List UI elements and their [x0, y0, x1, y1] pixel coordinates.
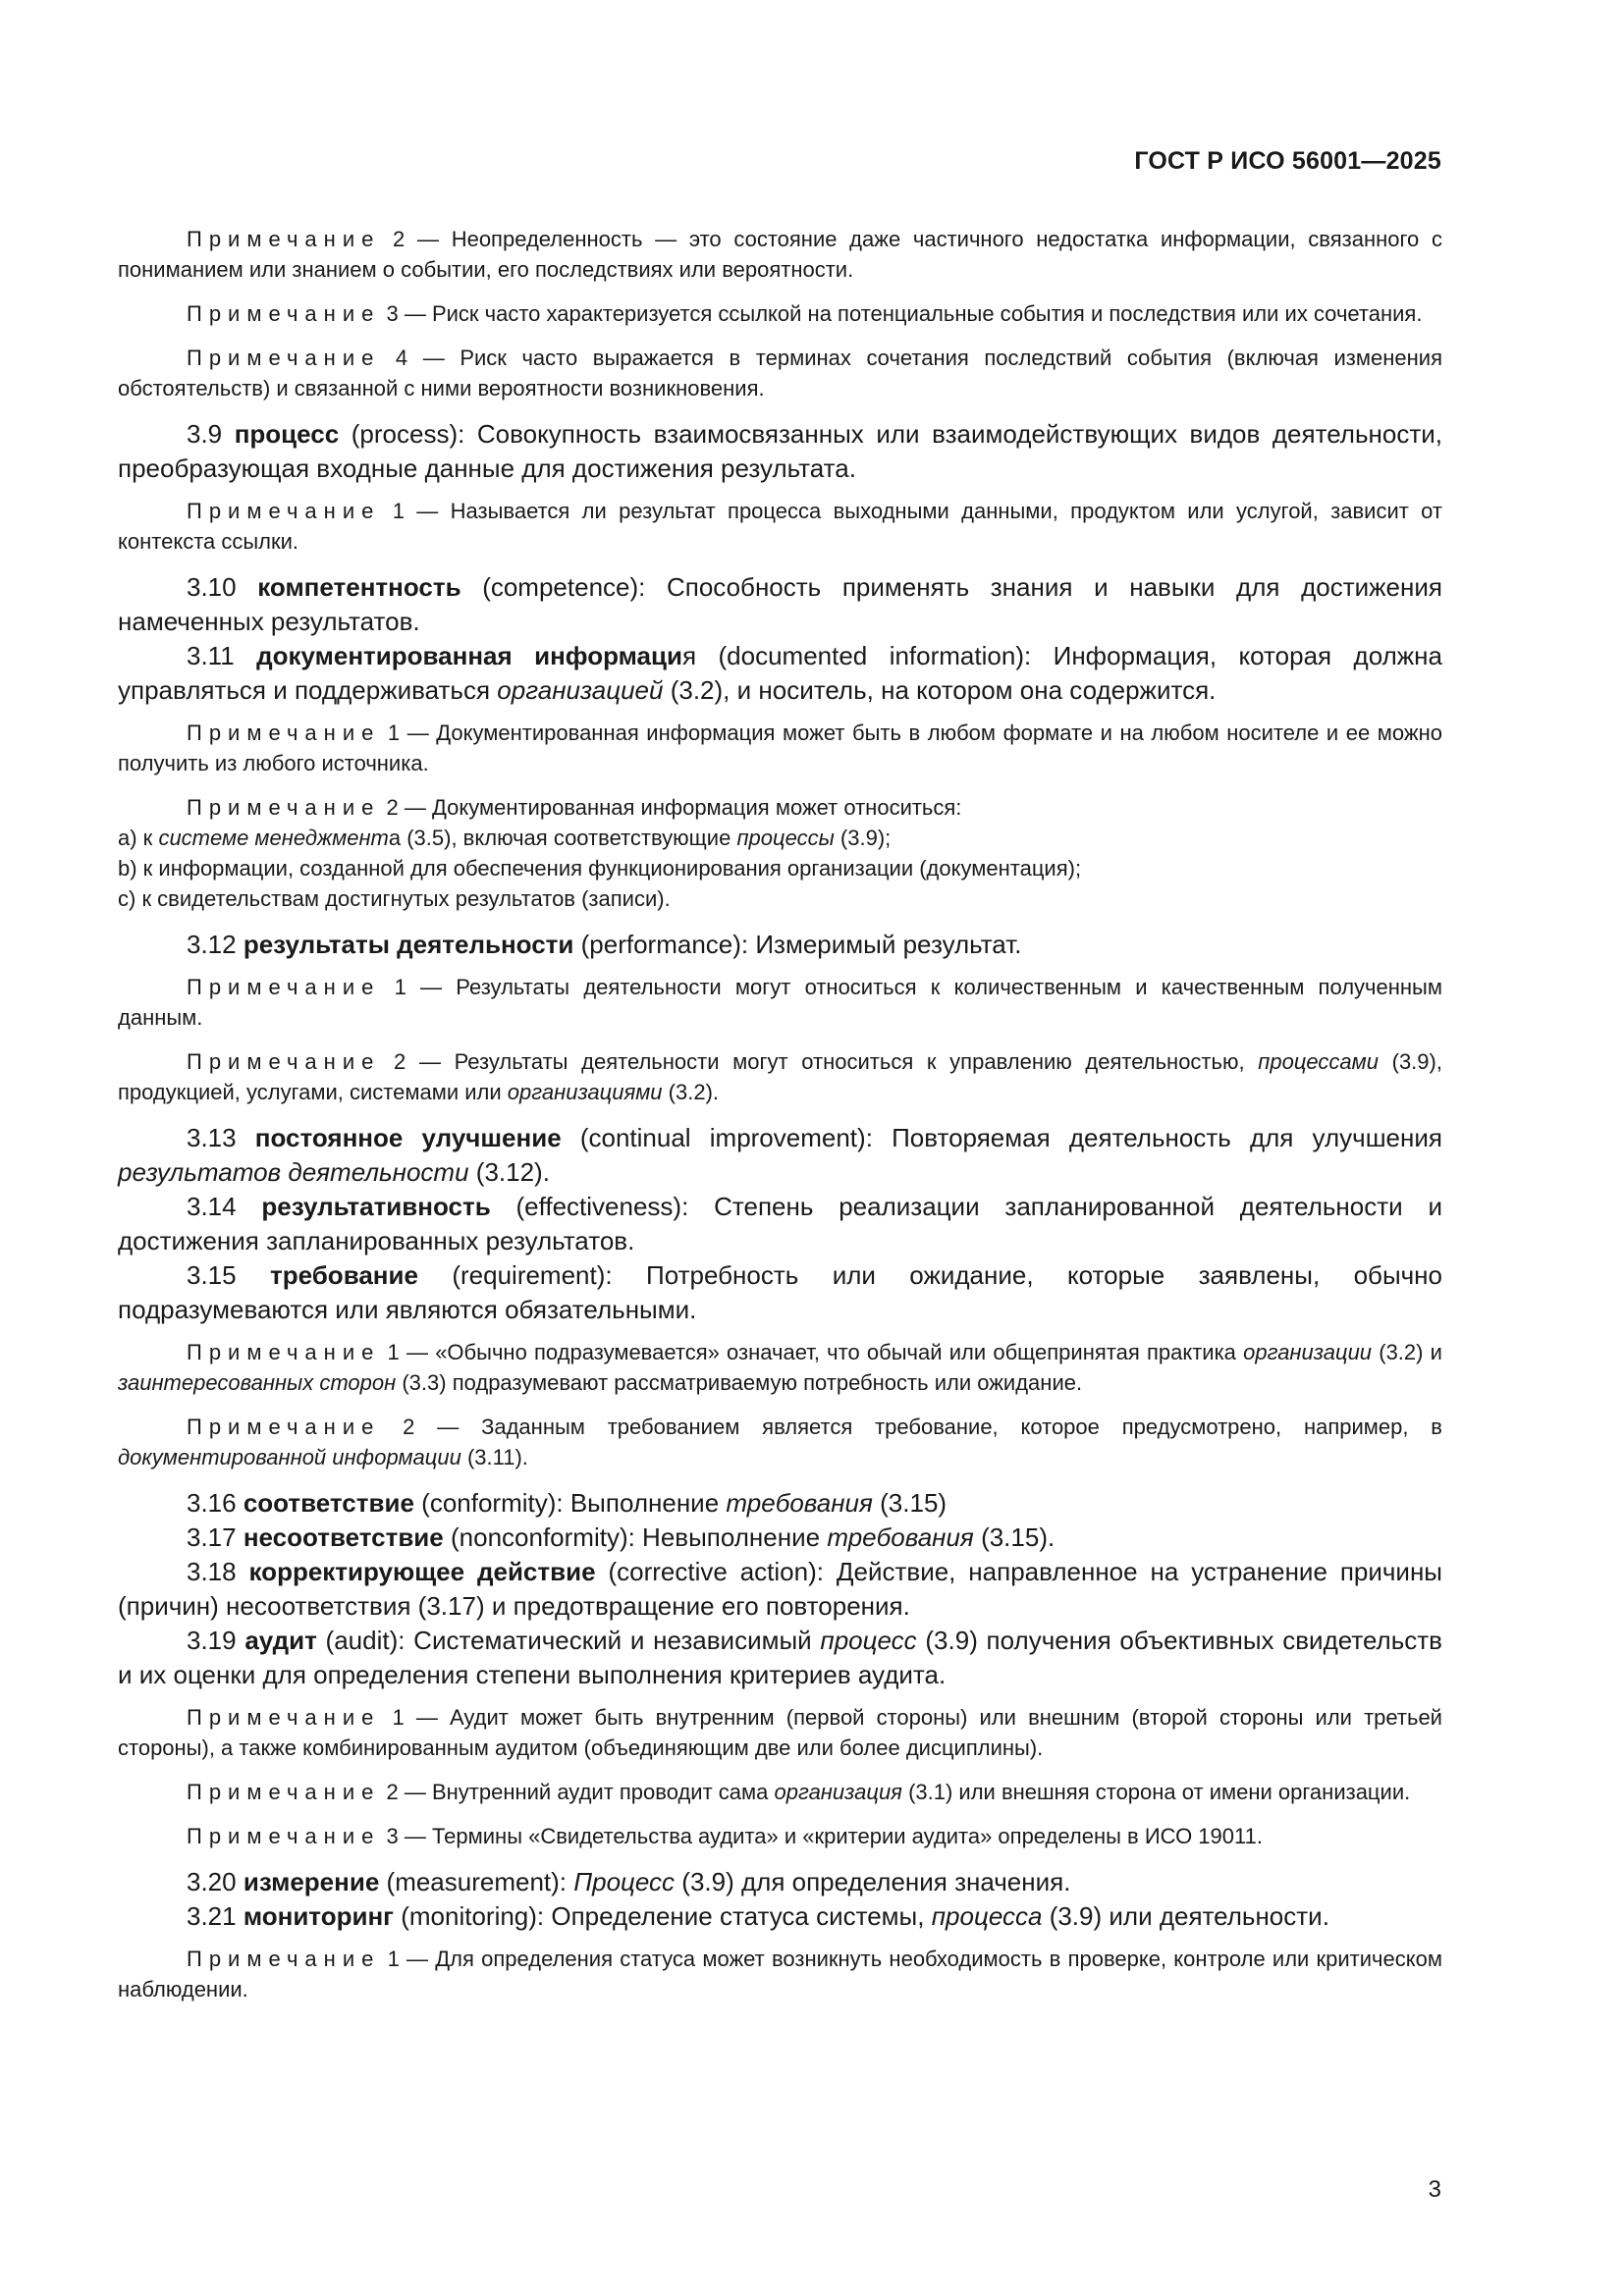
- text-span: заинтересованных сторон: [118, 1370, 397, 1395]
- text-span: (monitoring): Определение статуса системы,: [401, 1901, 925, 1931]
- text-span: 3.11: [187, 641, 235, 670]
- text-span: — Документированная информация может быть в любом формате и на любом носителе и ее можно получить из любого источника.: [118, 721, 1442, 775]
- text-span: — Аудит может быть внутренним (первой стороны) или внешним (второй стороны или третьей стороны), а также комбинированным аудитом (объединяющим две или более дисциплины).: [118, 1705, 1442, 1760]
- note-3-12-1: [118, 972, 1442, 1033]
- term-3-14: [118, 1190, 1442, 1258]
- text-span: — Документированная информация может относиться:: [404, 795, 962, 820]
- text-span: 3.18: [187, 1557, 237, 1586]
- term-3-21: [118, 1899, 1442, 1934]
- term-3-19: [118, 1624, 1442, 1692]
- note-risk-2: [118, 224, 1442, 285]
- text-span: процессами: [1258, 1049, 1379, 1074]
- note-3-11-2-list: [118, 823, 1442, 914]
- text-span: документированная информаци: [256, 641, 682, 670]
- text-span: 1: [387, 1340, 400, 1364]
- text-span: измерение: [243, 1867, 380, 1896]
- term-3-18: [118, 1555, 1442, 1624]
- text-span: Примечание: [187, 1780, 381, 1804]
- text-span: (continual improvement): Повторяемая деятельность для улучшения: [579, 1123, 1442, 1152]
- text-span: (audit): Систематический и независимый: [325, 1626, 812, 1655]
- note-3-9-1: [118, 496, 1442, 557]
- text-span: 1: [387, 721, 401, 745]
- list-item-c: c) к свидетельствам достигнутых результатов (записи).: [118, 886, 671, 911]
- text-span: — Риск часто выражается в терминах сочетания последствий события (включая изменения обстоятельств) и связанной с ними вероятности возникновения.: [118, 346, 1442, 400]
- term-3-16: [118, 1486, 1442, 1521]
- note-label: Примечание: [187, 227, 381, 251]
- text-span: — Называется ли результат процесса выходными данными, продуктом или услугой, зависит от контекста ссылки.: [118, 499, 1442, 554]
- text-span: Примечание: [187, 1947, 381, 1971]
- text-span: (measurement):: [386, 1867, 568, 1896]
- list-item-b: b) к информации, созданной для обеспечения функционирования организации (документация);: [118, 856, 1082, 881]
- note-3-19-1: [118, 1702, 1442, 1763]
- text-span: несоответствие: [243, 1522, 444, 1552]
- term-3-11: [118, 639, 1442, 708]
- text-span: (effectiveness): Степень реализации запланированной деятельности и достижения запланированных результатов.: [118, 1192, 1442, 1255]
- text-span: (conformity): Выполнение: [421, 1488, 720, 1518]
- text-span: (3.9);: [839, 826, 892, 850]
- text-span: 3.14: [187, 1192, 237, 1221]
- note-3-21-1: [118, 1944, 1442, 2004]
- text-span: (3.9), продукцией, услугами, системами или: [118, 1049, 1442, 1104]
- text-span: Процесс: [573, 1867, 676, 1896]
- text-span: — Термины «Свидетельства аудита» и «критерии аудита» определены в ИСО 19011.: [404, 1824, 1263, 1848]
- text-span: требования: [827, 1522, 974, 1552]
- text-span: (3.2).: [668, 1080, 720, 1104]
- text-span: соответствие: [243, 1488, 414, 1518]
- text-span: (3.2) и: [1379, 1340, 1442, 1364]
- note-3-11-1: [118, 718, 1442, 778]
- document-id-header: ГОСТ Р ИСО 56001—2025: [1134, 147, 1441, 175]
- text-span: Примечание: [187, 1415, 381, 1439]
- text-span: 3.12: [187, 930, 237, 959]
- text-span: (competence): Способность применять знания и навыки для достижения намеченных результатов.: [118, 572, 1442, 636]
- document-body: [118, 224, 1442, 2018]
- text-span: 2: [393, 227, 406, 251]
- text-span: результаты деятельности: [243, 930, 574, 959]
- term-3-12: [118, 928, 1442, 962]
- note-3-15-2: [118, 1412, 1442, 1472]
- note-risk-3: [118, 298, 1442, 329]
- text-span: Примечание: [187, 1340, 381, 1364]
- text-span: 2: [386, 795, 399, 820]
- text-span: Примечание: [187, 975, 381, 999]
- text-span: 3.19: [187, 1626, 237, 1655]
- text-span: (process): Совокупность взаимосвязанных или взаимодействующих видов деятельности, преобразующая входные данные для достижения результата.: [118, 419, 1442, 483]
- text-span: 3.9: [187, 419, 223, 449]
- text-span: 3: [386, 1824, 399, 1848]
- text-span: процесс: [234, 419, 340, 449]
- text-span: (3.9) для определения значения.: [681, 1867, 1071, 1896]
- text-span: организациями: [507, 1080, 663, 1104]
- text-span: 3.20: [187, 1867, 237, 1896]
- text-span: а (3.5), включая соответствующие: [388, 826, 731, 850]
- text-span: (requirement): Потребность или ожидание, которые заявлены, обычно подразумеваются или являются обязательными.: [118, 1260, 1442, 1324]
- term-3-20: [118, 1865, 1442, 1899]
- text-span: результативность: [261, 1192, 491, 1221]
- text-span: Примечание: [187, 499, 381, 523]
- text-span: a) к: [118, 826, 153, 850]
- text-span: — «Обычно подразумевается» означает, что обычай или общепринятая практика: [406, 1340, 1236, 1364]
- spacer: [118, 1327, 1442, 1337]
- term-3-15: [118, 1258, 1442, 1327]
- text-span: компетентность: [257, 572, 461, 602]
- text-span: 2: [394, 1049, 406, 1074]
- text-span: мониторинг: [243, 1901, 394, 1931]
- note-3-19-3: [118, 1821, 1442, 1851]
- text-span: аудит: [244, 1626, 317, 1655]
- text-span: требования: [726, 1488, 873, 1518]
- text-span: — Внутренний аудит проводит сама: [404, 1780, 769, 1804]
- note-label: Примечание: [187, 346, 381, 370]
- term-3-13: [118, 1121, 1442, 1190]
- text-span: (3.11).: [466, 1445, 528, 1469]
- text-span: — Результаты деятельности могут относиться к управлению деятельностью,: [418, 1049, 1245, 1074]
- text-span: (3.2), и носитель, на котором она содержится.: [670, 675, 1217, 705]
- text-span: 2: [386, 1780, 399, 1804]
- spacer: [118, 1692, 1442, 1702]
- text-span: 1: [394, 975, 406, 999]
- text-span: 3.17: [187, 1522, 237, 1552]
- spacer: [118, 1934, 1442, 1944]
- text-span: (corrective action): Действие, направленное на устранение причины (причин) несоответствия (3.17) и предотвращение его повторения.: [118, 1557, 1442, 1621]
- text-span: 4: [395, 346, 408, 370]
- text-span: (3.1) или внешняя сторона от имени организации.: [908, 1780, 1411, 1804]
- text-span: постоянное улучшение: [254, 1123, 562, 1152]
- text-span: процесса: [931, 1901, 1043, 1931]
- text-span: Примечание: [187, 1705, 381, 1730]
- text-span: — Риск часто характеризуется ссылкой на потенциальные события и последствия или их сочетания.: [404, 301, 1423, 326]
- text-span: (nonconformity): Невыполнение: [450, 1522, 821, 1552]
- text-span: 3.16: [187, 1488, 237, 1518]
- text-span: — Неопределенность — это состояние даже частичного недостатка информации, связанного с пониманием или знанием о событии, его последствиях или вероятности.: [118, 227, 1442, 282]
- text-span: (3.9) или деятельности.: [1049, 1901, 1329, 1931]
- text-span: 3.15: [187, 1260, 237, 1290]
- note-3-15-1: [118, 1337, 1442, 1398]
- text-span: (documented information): Информация, которая должна управляться и поддерживаться: [118, 641, 1443, 705]
- spacer: [118, 708, 1442, 718]
- text-span: Примечание: [187, 795, 381, 820]
- page-number: 3: [1428, 2176, 1441, 2203]
- text-span: результатов деятельности: [118, 1157, 469, 1187]
- text-span: организации: [1243, 1340, 1373, 1364]
- text-span: Примечание: [187, 1824, 381, 1848]
- text-span: системе менеджмент: [158, 826, 389, 850]
- text-span: требование: [270, 1260, 418, 1290]
- term-3-9: [118, 417, 1442, 486]
- term-3-17: [118, 1521, 1442, 1555]
- text-span: (3.9) получения объективных свидетельств и их оценки для определения степени выполнения критериев аудита.: [118, 1626, 1442, 1689]
- text-span: 1: [392, 499, 405, 523]
- note-3-11-2: [118, 792, 1442, 823]
- term-3-10: [118, 570, 1442, 639]
- text-span: (3.15).: [981, 1522, 1056, 1552]
- text-span: 3: [386, 301, 399, 326]
- text-span: — Результаты деятельности могут относиться к количественным и качественным полученным данным.: [118, 975, 1442, 1030]
- spacer: [118, 486, 1442, 496]
- text-span: 3.13: [187, 1123, 237, 1152]
- text-span: — Для определения статуса может возникнуть необходимость в проверке, контроле или критическом наблюдении.: [118, 1947, 1442, 2002]
- text-span: 2: [403, 1415, 415, 1439]
- text-span: (3.12).: [475, 1157, 550, 1187]
- text-span: (3.3) подразумевают рассматриваемую потребность или ожидание.: [402, 1370, 1083, 1395]
- list-item-a: [118, 823, 1442, 853]
- text-span: (3.15): [880, 1488, 947, 1518]
- text-span: 3.21: [187, 1901, 237, 1931]
- text-span: — Заданным требованием является требование, которое предусмотрено, например, в: [437, 1415, 1442, 1439]
- text-span: 1: [387, 1947, 400, 1971]
- text-span: документированной информации: [118, 1445, 461, 1469]
- text-span: Примечание: [187, 1049, 381, 1074]
- text-span: корректирующее действие: [248, 1557, 596, 1586]
- text-span: (performance): Измеримый результат.: [580, 930, 1022, 959]
- text-span: процесс: [820, 1626, 917, 1655]
- text-span: процессы: [736, 826, 835, 850]
- text-span: организация: [774, 1780, 902, 1804]
- spacer: [118, 962, 1442, 972]
- note-label: Примечание: [187, 301, 381, 326]
- text-span: 1: [392, 1705, 405, 1730]
- text-span: я: [681, 641, 697, 670]
- text-span: Примечание: [187, 721, 381, 745]
- text-span: 3.10: [187, 572, 237, 602]
- text-span: организацией: [497, 675, 664, 705]
- note-3-12-2: [118, 1046, 1442, 1107]
- note-risk-4: [118, 343, 1442, 403]
- note-3-19-2: [118, 1777, 1442, 1807]
